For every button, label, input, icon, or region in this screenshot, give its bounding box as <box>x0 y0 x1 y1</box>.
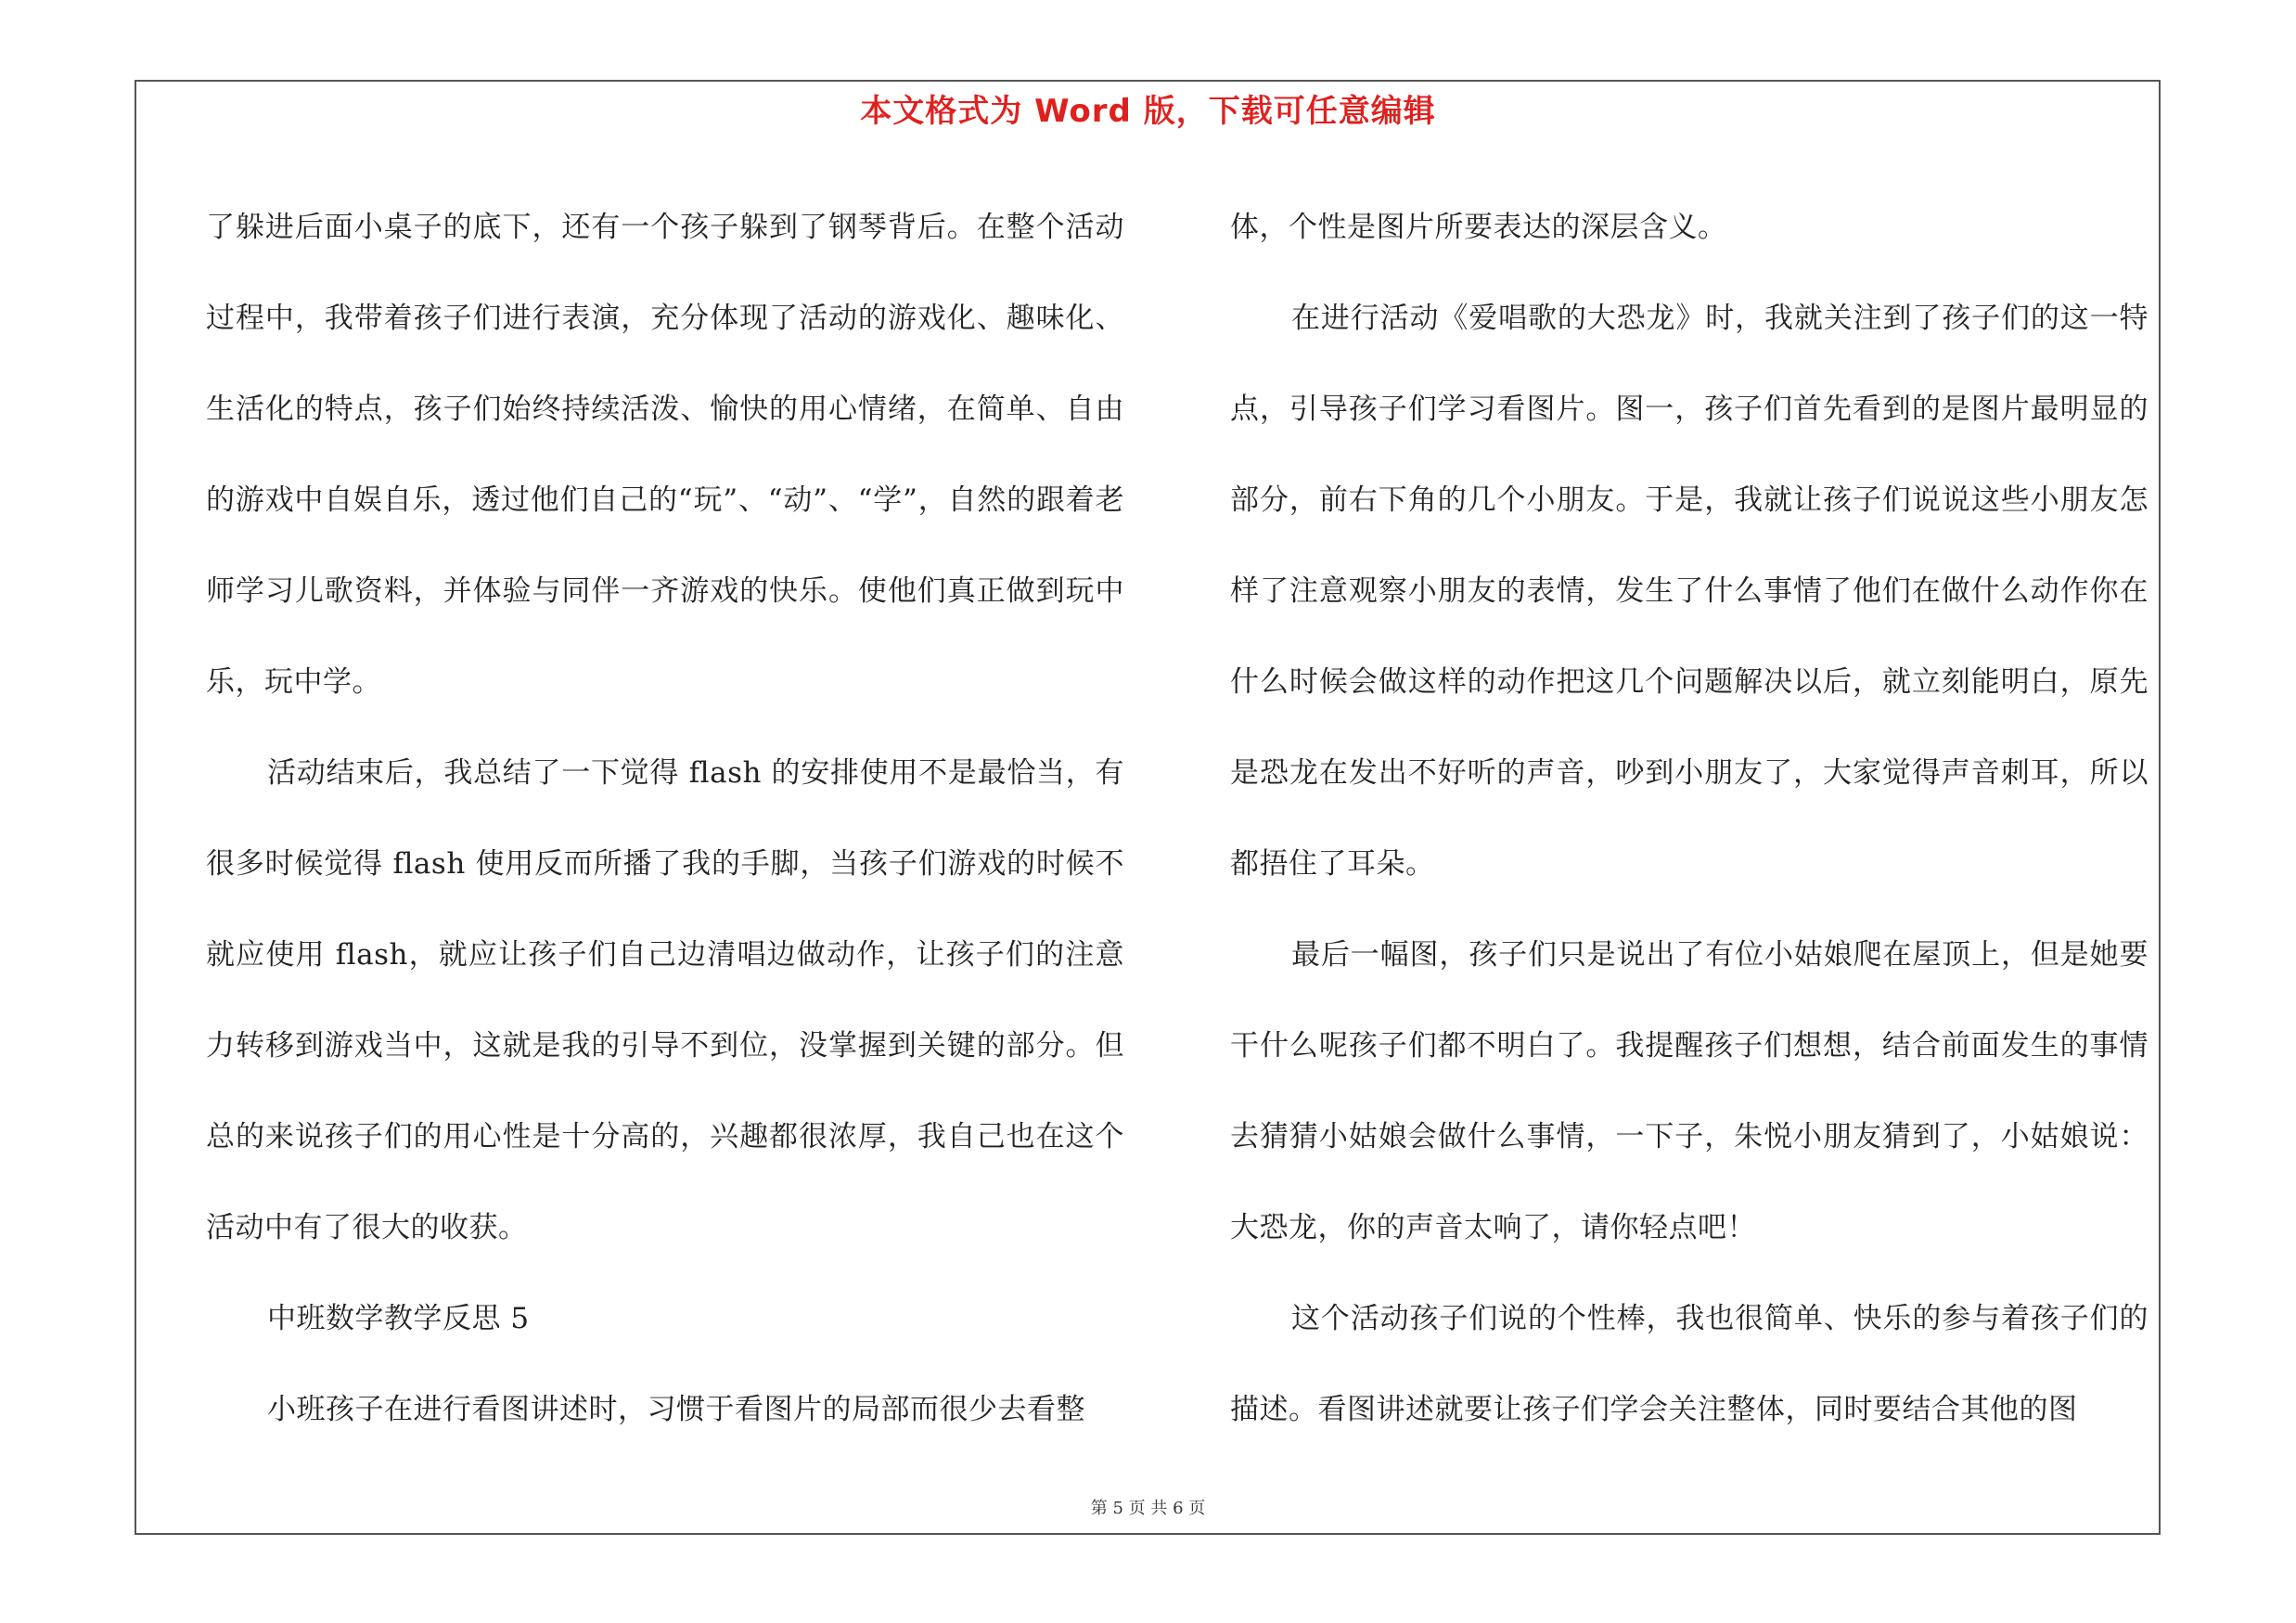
document-banner: 本文格式为 Word 版，下载可任意编辑 <box>860 93 1436 130</box>
left-column <box>206 182 1124 1455</box>
body-paragraph: 小班孩子在进行看图讲述时，习惯于看图片的局部而很少去看整 <box>267 1393 1085 1426</box>
body-paragraph: 在进行活动《爱唱歌的大恐龙》时，我就关注到了孩子们的这一特点，引导孩子们学习看图片。图一，孩子们首先看到的是图片最明显的部分，前右下角的几个小朋友。于是，我就让孩子们说说这些小朋友怎样了注意观察小朋友的表情，发生了什么事情了他们在做什么动作你在什么时候会做这样的动作把这几个问题解决以后，就立刻能明白，原先是恐龙在发出不好听的声音，吵到小朋友了，大家觉得声音刺耳，所以都捂住了耳朵。 <box>1230 302 2148 881</box>
body-paragraph: 最后一幅图，孩子们只是说出了有位小姑娘爬在屋顶上，但是她要干什么呢孩子们都不明白了。我提醒孩子们想想，结合前面发生的事情去猜猜小姑娘会做什么事情，一下子，朱悦小朋友猜到了，小姑娘说：大恐龙，你的声音太响了，请你轻点吧！ <box>1230 938 2148 1244</box>
right-column <box>1230 182 2148 1455</box>
section-heading: 中班数学教学反思 5 <box>267 1302 530 1335</box>
body-paragraph: 体，个性是图片所要表达的深层含义。 <box>1230 211 1727 244</box>
body-paragraph: 这个活动孩子们说的个性棒，我也很简单、快乐的参与着孩子们的描述。看图讲述就要让孩子们学会关注整体，同时要结合其他的图 <box>1230 1302 2148 1426</box>
body-paragraph: 了躲进后面小桌子的底下，还有一个孩子躲到了钢琴背后。在整个活动过程中，我带着孩子们进行表演，充分体现了活动的游戏化、趣味化、生活化的特点，孩子们始终持续活泼、愉快的用心情绪，在简单、自由的游戏中自娱自乐，透过他们自己的“玩”、“动”、“学”，自然的跟着老师学习儿歌资料，并体验与同伴一齐游戏的快乐。使他们真正做到玩中乐，玩中学。 <box>206 211 1124 699</box>
body-paragraph: 活动结束后，我总结了一下觉得 flash 的安排使用不是最恰当，有很多时候觉得 flash 使用反而所播了我的手脚，当孩子们游戏的时候不就应使用 flash，就应让孩子们自己边清唱边做动作，让孩子们的注意力转移到游戏当中，这就是我的引导不到位，没掌握到关键的部分。但总的来说孩子们的用心性是十分高的，兴趣都很浓厚，我自己也在这个活动中有了很大的收获。 <box>206 756 1124 1244</box>
page-number: 第 5 页 共 6 页 <box>1090 1499 1206 1518</box>
